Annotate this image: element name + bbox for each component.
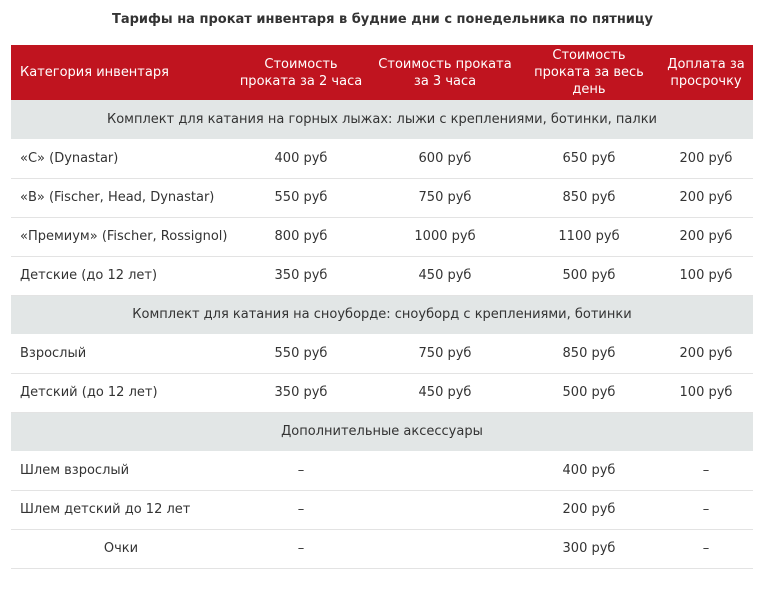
- table-row: [11, 334, 753, 373]
- cell-price-3h: [371, 490, 519, 529]
- table-row: [11, 373, 753, 412]
- cell-overdue: –: [659, 451, 753, 490]
- section-row: [11, 295, 753, 334]
- cell-price-day: 400 руб: [519, 451, 659, 490]
- cell-price-2h: –: [231, 451, 371, 490]
- section-title: Комплект для катания на горных лыжах: лыжи с креплениями, ботинки, палки: [106, 112, 658, 127]
- column-header-3h: Стоимость проката за 3 часа: [378, 56, 512, 89]
- cell-price-2h: 400 руб: [231, 139, 371, 178]
- cell-price-3h: [371, 451, 519, 490]
- column-header-day: Стоимость проката за весь день: [534, 48, 644, 97]
- cell-price-day: 850 руб: [519, 334, 659, 373]
- cell-price-day: 300 руб: [519, 529, 659, 568]
- cell-overdue: 200 руб: [659, 217, 753, 256]
- page-title: Тарифы на прокат инвентаря в будние дни с понедельника по пятницу: [111, 12, 654, 27]
- cell-category: Шлем детский до 12 лет: [11, 490, 231, 529]
- cell-category: Детский (до 12 лет): [11, 373, 231, 412]
- cell-overdue: 200 руб: [659, 139, 753, 178]
- cell-price-3h: 600 руб: [371, 139, 519, 178]
- cell-price-day: 200 руб: [519, 490, 659, 529]
- column-header-2h: Стоимость проката за 2 часа: [239, 56, 363, 89]
- cell-category: «В» (Fischer, Head, Dynastar): [11, 178, 231, 217]
- cell-price-day: 500 руб: [519, 373, 659, 412]
- cell-price-3h: 1000 руб: [371, 217, 519, 256]
- table-row: [11, 529, 753, 568]
- cell-price-3h: 450 руб: [371, 256, 519, 295]
- cell-price-day: 1100 руб: [519, 217, 659, 256]
- cell-overdue: 100 руб: [659, 256, 753, 295]
- rates-table: [11, 45, 753, 569]
- cell-overdue: –: [659, 529, 753, 568]
- cell-price-2h: –: [231, 490, 371, 529]
- cell-category: Детские (до 12 лет): [11, 256, 231, 295]
- cell-price-day: 850 руб: [519, 178, 659, 217]
- table-row: [11, 178, 753, 217]
- cell-price-day: 500 руб: [519, 256, 659, 295]
- cell-price-3h: 750 руб: [371, 334, 519, 373]
- cell-price-2h: –: [231, 529, 371, 568]
- cell-price-3h: [371, 529, 519, 568]
- section-title: Комплект для катания на сноуборде: сноуборд с креплениями, ботинки: [132, 307, 632, 323]
- cell-category: «Премиум» (Fischer, Rossignol): [11, 217, 231, 256]
- table-row: [11, 139, 753, 178]
- cell-overdue: –: [659, 490, 753, 529]
- cell-price-2h: 800 руб: [231, 217, 371, 256]
- cell-overdue: 200 руб: [659, 178, 753, 217]
- table-row: [11, 490, 753, 529]
- section-title: Дополнительные аксессуары: [281, 424, 483, 440]
- section-row: [11, 412, 753, 451]
- table-row: [11, 217, 753, 256]
- cell-overdue: 100 руб: [659, 373, 753, 412]
- table-row: [11, 256, 753, 295]
- cell-overdue: 200 руб: [659, 334, 753, 373]
- cell-category: Очки: [11, 529, 231, 568]
- table-row: [11, 451, 753, 490]
- cell-category: Взрослый: [11, 334, 231, 373]
- cell-price-2h: 550 руб: [231, 334, 371, 373]
- cell-price-2h: 550 руб: [231, 178, 371, 217]
- cell-category: «С» (Dynastar): [11, 139, 231, 178]
- table-header-row: [11, 45, 753, 100]
- cell-price-2h: 350 руб: [231, 373, 371, 412]
- cell-price-day: 650 руб: [519, 139, 659, 178]
- cell-category: Шлем взрослый: [11, 451, 231, 490]
- section-row: [11, 100, 753, 139]
- cell-price-2h: 350 руб: [231, 256, 371, 295]
- column-header-category: Категория инвентаря: [20, 65, 169, 80]
- cell-price-3h: 750 руб: [371, 178, 519, 217]
- cell-price-3h: 450 руб: [371, 373, 519, 412]
- column-header-overdue: Доплата за просрочку: [667, 56, 745, 89]
